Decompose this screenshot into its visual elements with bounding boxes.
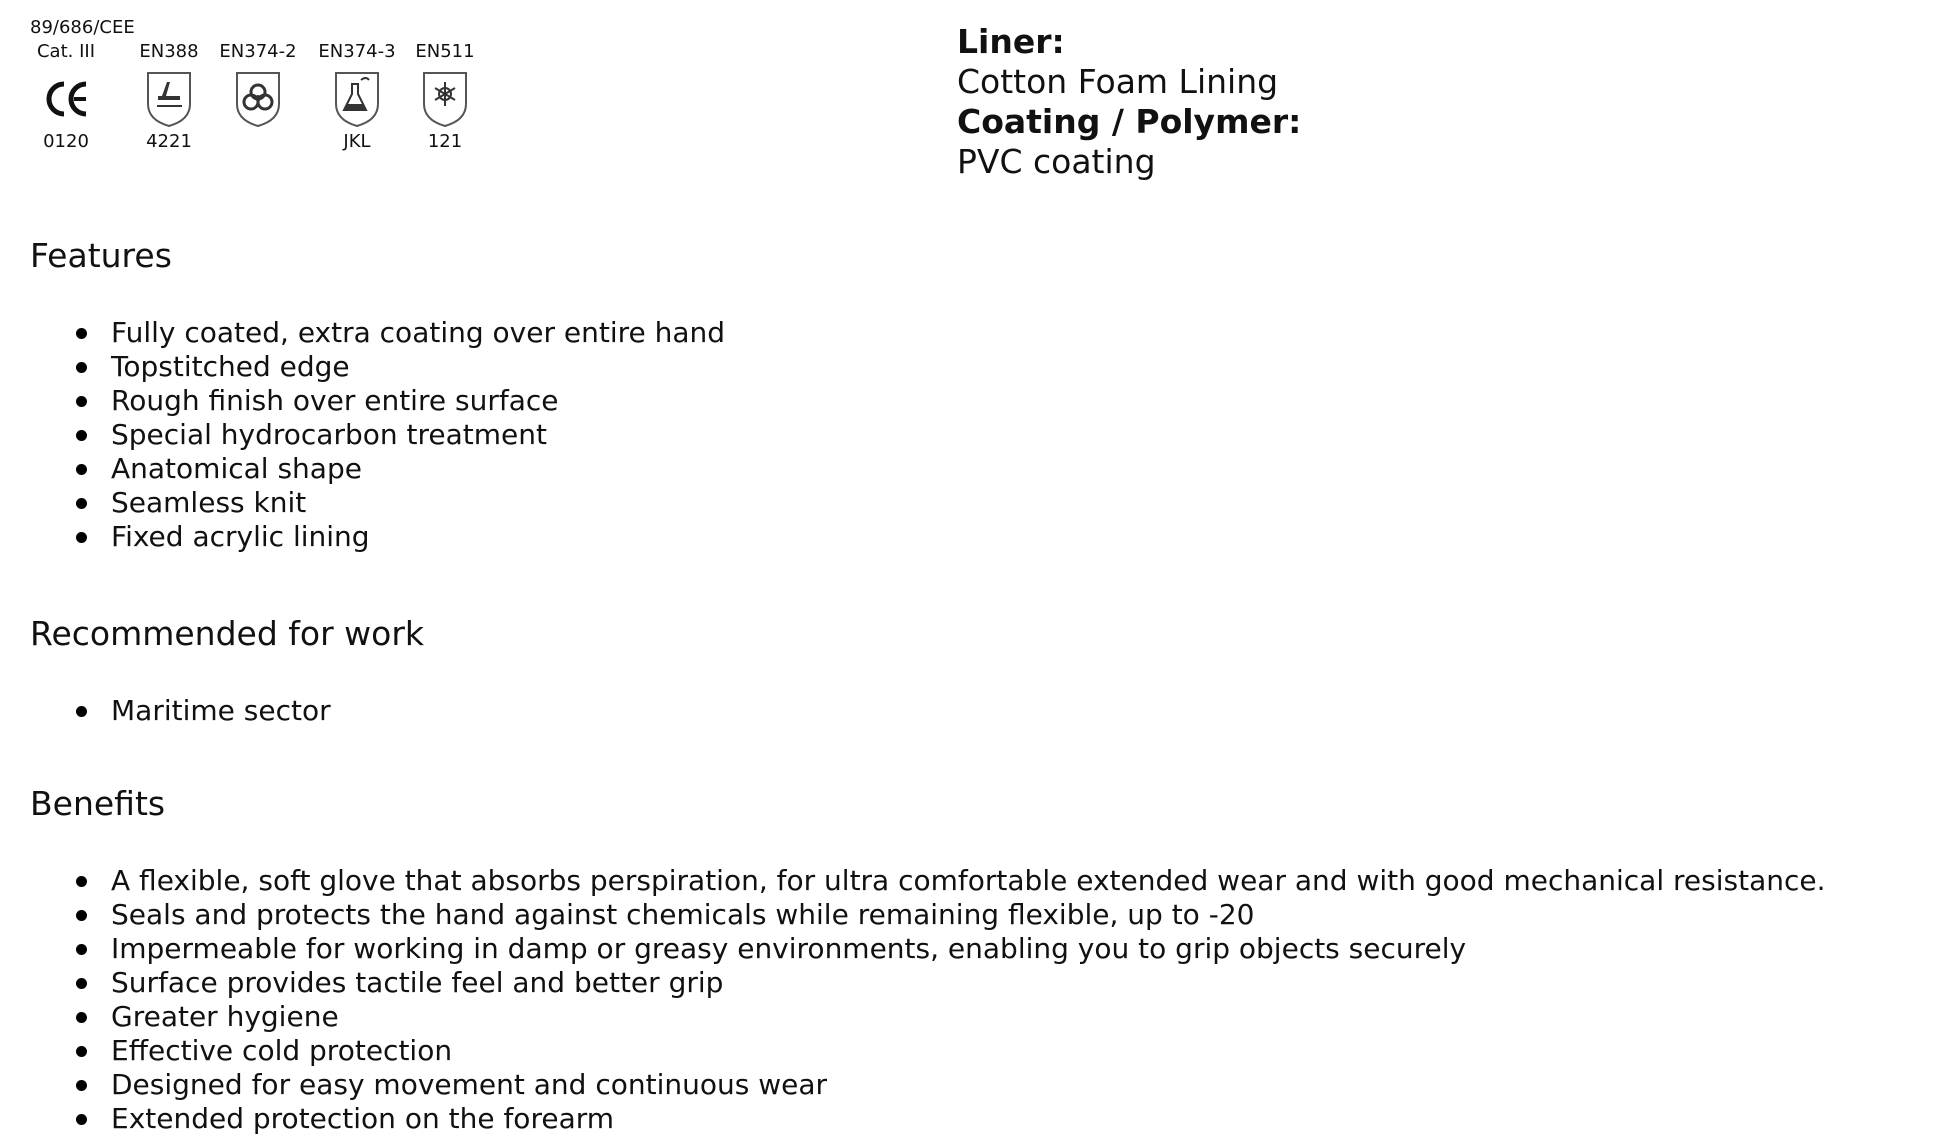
- chemical-flask-icon: [333, 70, 381, 128]
- liner-label: Liner:: [957, 22, 1065, 61]
- recommended-section: [30, 614, 1910, 728]
- cert-name: Cat. III: [36, 41, 96, 62]
- list-item: [30, 898, 1910, 932]
- coating-label: Coating / Polymer:: [957, 102, 1302, 141]
- list-item: [30, 1102, 1910, 1136]
- bullet: [76, 978, 87, 989]
- bullet: [76, 1080, 87, 1091]
- bullet: [76, 944, 87, 955]
- list-item: [30, 932, 1910, 966]
- list-item-text: Fixed acrylic lining: [111, 520, 370, 553]
- cert-name: EN374-2: [219, 41, 297, 62]
- cold-snowflake-icon: [421, 70, 469, 128]
- list-item-text: Maritime sector: [111, 694, 331, 727]
- biohazard-icon: [234, 70, 282, 128]
- cert-name: EN511: [415, 41, 475, 62]
- bullet: [76, 532, 87, 543]
- list-item-text: Surface provides tactile feel and better grip: [111, 966, 724, 999]
- list-item-text: Effective cold protection: [111, 1034, 453, 1067]
- list-item: [30, 966, 1910, 1000]
- bullet: [76, 362, 87, 373]
- mechanical-risk-icon: [145, 70, 193, 128]
- list-item: [30, 520, 1910, 554]
- bullet: [76, 1114, 87, 1125]
- bullet: [76, 464, 87, 475]
- benefits-heading: Benefits: [30, 784, 166, 823]
- bullet: [76, 706, 87, 717]
- bullet: [76, 396, 87, 407]
- list-item-text: Extended protection on the forearm: [111, 1102, 615, 1135]
- list-item: [30, 1034, 1910, 1068]
- features-section: [30, 236, 1910, 554]
- recommended-heading: Recommended for work: [30, 614, 425, 653]
- list-item-text: A flexible, soft glove that absorbs perspiration, for ultra comfortable extended wear and with good mechanical resistance.: [111, 864, 1826, 897]
- list-item: [30, 1000, 1910, 1034]
- cert-en388: [121, 40, 217, 154]
- list-item-text: Designed for easy movement and continuous wear: [111, 1068, 828, 1101]
- cert-cat-iii: [18, 40, 114, 154]
- benefits-section: [30, 784, 1910, 1136]
- list-item-text: Seamless knit: [111, 486, 307, 519]
- list-item: [30, 486, 1910, 520]
- list-item: [30, 384, 1910, 418]
- list-item: [30, 418, 1910, 452]
- list-item: [30, 864, 1910, 898]
- bullet: [76, 498, 87, 509]
- features-heading: Features: [30, 236, 172, 275]
- cert-code: 0120: [43, 131, 89, 152]
- features-list: [30, 316, 1910, 554]
- list-item-text: Seals and protects the hand against chemicals while remaining flexible, up to -20: [111, 898, 1255, 931]
- cert-code: 4221: [146, 131, 192, 152]
- list-item-text: Rough finish over entire surface: [111, 384, 559, 417]
- cert-name: EN374-3: [318, 41, 396, 62]
- recommended-list: [30, 694, 1910, 728]
- list-item-text: Special hydrocarbon treatment: [111, 418, 547, 451]
- list-item-text: Anatomical shape: [111, 452, 362, 485]
- cert-directive: 89/686/CEE: [30, 17, 135, 38]
- list-item-text: Topstitched edge: [111, 350, 350, 383]
- list-item-text: Fully coated, extra coating over entire hand: [111, 316, 726, 349]
- cert-code: 121: [427, 131, 463, 152]
- list-item: [30, 350, 1910, 384]
- coating-value: PVC coating: [957, 142, 1156, 181]
- list-item-text: Greater hygiene: [111, 1000, 339, 1033]
- cert-en374-2: [210, 40, 306, 154]
- benefits-list: [30, 864, 1910, 1136]
- bullet: [76, 328, 87, 339]
- cert-en374-3: [309, 40, 405, 154]
- bullet: [76, 1012, 87, 1023]
- list-item: [30, 1068, 1910, 1102]
- cert-code: [210, 130, 306, 154]
- ce-mark-icon: [42, 70, 90, 128]
- bullet: [76, 430, 87, 441]
- liner-value: Cotton Foam Lining: [957, 62, 1279, 101]
- cert-en511: [397, 40, 493, 154]
- list-item: [30, 452, 1910, 486]
- cert-name: EN388: [139, 41, 199, 62]
- bullet: [76, 910, 87, 921]
- specs-block: [957, 22, 1301, 182]
- bullet: [76, 876, 87, 887]
- list-item-text: Impermeable for working in damp or greasy environments, enabling you to grip objects securely: [111, 932, 1467, 965]
- bullet: [76, 1046, 87, 1057]
- list-item: [30, 694, 1910, 728]
- list-item: [30, 316, 1910, 350]
- cert-code: JKL: [343, 131, 371, 152]
